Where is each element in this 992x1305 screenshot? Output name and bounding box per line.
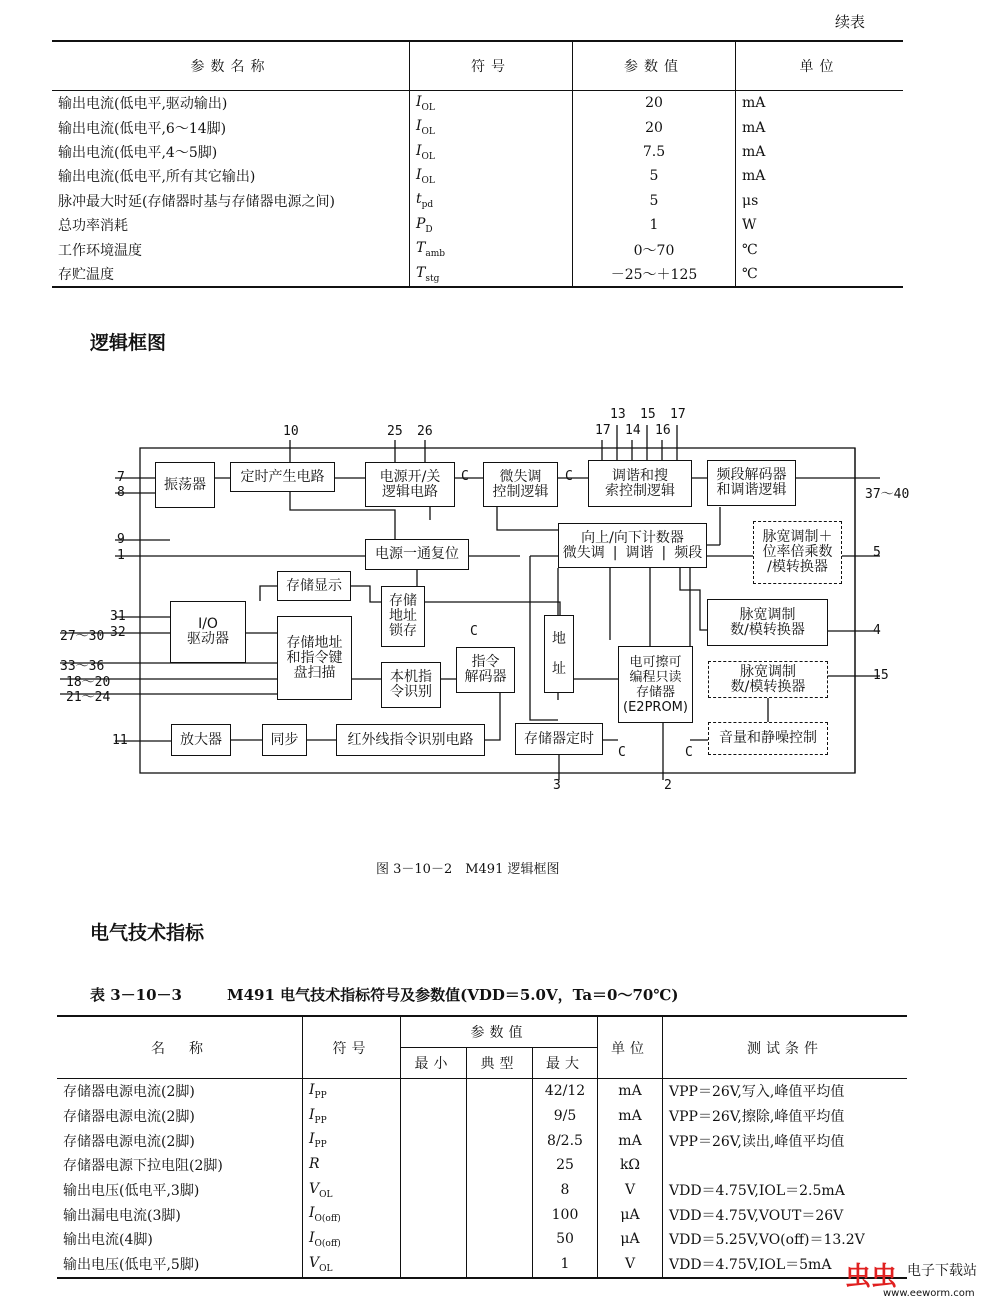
block-tune-search-control: 调谐和搜 索控制逻辑	[588, 460, 692, 507]
spec-symbol	[303, 1252, 401, 1278]
spec-min	[401, 1079, 467, 1104]
spec-unit: μA	[598, 1227, 663, 1252]
param-value: 20	[573, 91, 736, 116]
table-row	[57, 1104, 907, 1129]
spec-typ	[467, 1128, 533, 1153]
spec-name: 存储器电源下拉电阻(2脚)	[63, 1158, 223, 1175]
block-amplifier: 放大器	[171, 724, 231, 756]
symbol-subscript: OL	[421, 151, 435, 162]
param-value: 0～70	[573, 237, 736, 261]
spec-typ	[467, 1252, 533, 1278]
block-pwm-dac-pin15: 脉宽调制 数/模转换器	[708, 661, 828, 698]
spec-min	[401, 1104, 467, 1129]
section-title-electrical: 电气技术指标	[90, 922, 205, 944]
symbol-subscript: OL	[421, 175, 435, 186]
symbol-subscript: PP	[314, 1090, 327, 1101]
symbol-subscript: OL	[319, 1263, 333, 1274]
block-ir-recognition: 红外线指令识别电路	[336, 724, 485, 756]
spec-name: 存储器电源电流(2脚)	[63, 1133, 195, 1150]
spec-max: 8	[533, 1178, 598, 1203]
spec-max: 100	[533, 1202, 598, 1227]
c-label: C	[461, 469, 469, 484]
symbol-subscript: OL	[421, 102, 435, 113]
spec-min	[401, 1128, 467, 1153]
spec-symbol	[303, 1202, 401, 1227]
col-header-unit: 单位	[598, 1016, 663, 1079]
logo-brand: 电子下载站	[907, 1263, 977, 1279]
block-memory-display: 存储显示	[277, 571, 351, 601]
spec-symbol	[303, 1079, 401, 1104]
table-row	[57, 1202, 907, 1227]
param-name: 脉冲最大时延(存储器时基与存储器电源之间)	[58, 193, 335, 210]
spec-unit: mA	[598, 1104, 663, 1129]
table-row	[57, 1128, 907, 1153]
col-header: 单位	[736, 41, 904, 91]
col-header: 参数名称	[52, 41, 410, 91]
spec-typ	[467, 1227, 533, 1252]
block-pwm-multiplier-dac: 脉宽调制＋ 位率倍乘数 /模转换器	[753, 521, 842, 584]
param-name: 输出电流(低电平,所有其它输出)	[58, 169, 256, 186]
block-updown-counter: 向上/向下计数器 微失调 | 调谐 | 频段	[558, 523, 707, 568]
symbol-subscript: OL	[319, 1189, 333, 1200]
counter-title: 向上/向下计数器	[581, 529, 684, 546]
symbol-main: I	[309, 1230, 315, 1247]
spec-unit: kΩ	[598, 1153, 663, 1178]
spec-unit: mA	[598, 1079, 663, 1104]
block-local-command: 本机指 令识别	[381, 662, 441, 708]
pin-label: 3	[553, 778, 561, 793]
col-header-max: 最大	[533, 1048, 598, 1079]
spec-unit: V	[598, 1252, 663, 1278]
symbol-main: I	[416, 93, 422, 110]
spec-typ	[467, 1153, 533, 1178]
spec-condition: VPP＝26V,读出,峰值平均值	[663, 1128, 908, 1153]
pin-label: 14	[625, 423, 641, 438]
param-name: 输出电流(低电平,驱动输出)	[58, 96, 228, 113]
param-unit: mA	[736, 115, 904, 139]
continued-label: 续表	[835, 13, 866, 31]
spec-name: 输出电压(低电平,3脚)	[63, 1183, 200, 1200]
spec-unit: mA	[598, 1128, 663, 1153]
symbol-subscript: OL	[421, 126, 435, 137]
pin-label: 7	[117, 470, 125, 485]
table-row	[57, 1079, 907, 1104]
counter-band: 频段	[674, 544, 703, 561]
spec-condition: VDD＝4.75V,IOL＝5mA	[663, 1252, 908, 1278]
param-value: 5	[573, 164, 736, 188]
spec-max: 42/12	[533, 1079, 598, 1104]
symbol-main: I	[309, 1081, 315, 1098]
pin-label: 9	[117, 532, 125, 547]
pin-label: 1	[117, 548, 125, 563]
figure-caption: 图 3－10－2 M491 逻辑框图	[376, 862, 560, 877]
col-header: 参数值	[573, 41, 736, 91]
spec-name: 存储器电源电流(2脚)	[63, 1109, 195, 1126]
spec-max: 1	[533, 1252, 598, 1278]
symbol-main: T	[416, 264, 426, 281]
symbol-main: V	[309, 1254, 320, 1271]
pin-label: 13	[610, 407, 626, 422]
c-label: C	[685, 745, 693, 760]
spec-max: 9/5	[533, 1104, 598, 1129]
symbol-subscript: stg	[425, 273, 440, 284]
symbol-main: P	[416, 215, 426, 232]
pin-label: 8	[117, 485, 125, 500]
col-header-typ: 典型	[467, 1048, 533, 1079]
spec-min	[401, 1227, 467, 1252]
param-value: －25～＋125	[573, 262, 736, 287]
c-label: C	[618, 745, 626, 760]
symbol-main: I	[309, 1205, 315, 1222]
logo-url: www.eeworm.com	[883, 1288, 975, 1299]
block-fine-tune-control: 微失调 控制逻辑	[483, 462, 558, 507]
symbol-main: I	[416, 166, 422, 183]
spec-name: 输出电压(低电平,5脚)	[63, 1257, 200, 1274]
pin-label: 16	[655, 423, 671, 438]
block-address: 地 址	[544, 615, 574, 693]
symbol-main: t	[416, 191, 422, 208]
symbol-main: T	[416, 240, 426, 257]
spec-unit: μA	[598, 1202, 663, 1227]
symbol-subscript: O(off)	[314, 1238, 341, 1249]
pin-label: 4	[873, 623, 881, 638]
pin-label: 2	[664, 778, 672, 793]
param-name: 输出电流(低电平,6～14脚)	[58, 120, 227, 137]
param-value: 1	[573, 213, 736, 237]
electrical-spec-table	[57, 1015, 907, 1279]
symbol-subscript: pd	[421, 200, 434, 211]
spec-min	[401, 1178, 467, 1203]
spec-condition: VDD＝4.75V,IOL＝2.5mA	[663, 1178, 908, 1203]
spec-symbol	[303, 1178, 401, 1203]
spec-max: 25	[533, 1153, 598, 1178]
spec-unit: V	[598, 1178, 663, 1203]
param-unit: ℃	[736, 237, 904, 261]
pin-label: 25	[387, 424, 403, 439]
pin-label: 32	[110, 625, 126, 640]
pin-label: 11	[112, 733, 128, 748]
symbol-main: I	[309, 1106, 315, 1123]
block-sync: 同步	[262, 724, 307, 756]
spec-condition	[663, 1153, 908, 1178]
table-caption: 表 3－10－3 M491 电气技术指标符号及参数值(VDD＝5.0V，Ta＝0～70℃)	[90, 986, 679, 1004]
spec-min	[401, 1202, 467, 1227]
pin-label: 27～30	[60, 629, 105, 644]
symbol-subscript: O(off)	[314, 1214, 341, 1225]
param-value: 20	[573, 115, 736, 139]
pin-label: 26	[417, 424, 433, 439]
watermark-logo	[845, 1242, 990, 1302]
symbol-subscript: PP	[314, 1140, 327, 1151]
pin-label: 17	[595, 423, 611, 438]
param-unit: mA	[736, 140, 904, 164]
spec-symbol	[303, 1227, 401, 1252]
pin-label: 33～36	[60, 659, 105, 674]
block-command-decoder: 指令 解码器	[456, 647, 515, 693]
spec-name: 存储器电源电流(2脚)	[63, 1084, 195, 1101]
param-unit: mA	[736, 164, 904, 188]
spec-symbol	[303, 1128, 401, 1153]
param-value: 5	[573, 189, 736, 213]
symbol-main: I	[416, 142, 422, 159]
symbol-main: I	[309, 1131, 315, 1148]
pin-label: 17	[670, 407, 686, 422]
c-label: C	[470, 624, 478, 639]
param-unit: μs	[736, 189, 904, 213]
col-header-min: 最小	[401, 1048, 467, 1079]
spec-symbol	[303, 1153, 401, 1178]
pin-label: 15	[640, 407, 656, 422]
param-name: 工作环境温度	[58, 242, 142, 259]
block-address-latch: 存储 地址 锁存	[381, 586, 425, 647]
param-name: 总功率消耗	[58, 218, 128, 235]
counter-fine: 微失调	[562, 544, 605, 561]
spec-name: 输出电流(4脚)	[63, 1232, 153, 1249]
table-row	[57, 1252, 907, 1278]
symbol-main: R	[309, 1156, 320, 1172]
spec-min	[401, 1252, 467, 1278]
logo-mark: 虫虫	[845, 1262, 898, 1292]
col-header-symbol: 符号	[303, 1016, 401, 1079]
pin-label: 15	[873, 668, 889, 683]
table-row	[57, 1178, 907, 1203]
param-unit: W	[736, 213, 904, 237]
spec-min	[401, 1153, 467, 1178]
pin-label: 31	[110, 609, 126, 624]
pin-label: 18～20	[66, 675, 111, 690]
c-label: C	[565, 469, 573, 484]
block-io-driver: I/O 驱动器	[170, 601, 246, 663]
col-header: 符号	[410, 41, 573, 91]
param-name: 存贮温度	[58, 266, 114, 283]
block-eeprom: 电可擦可 编程只读 存储器 (E2PROM)	[618, 646, 693, 723]
spec-typ	[467, 1079, 533, 1104]
symbol-main: V	[309, 1180, 320, 1197]
spec-typ	[467, 1178, 533, 1203]
block-pwm-dac-pin4: 脉宽调制 数/模转换器	[707, 599, 828, 646]
table-row	[57, 1227, 907, 1252]
param-unit: ℃	[736, 262, 904, 287]
block-volume-mute: 音量和静噪控制	[708, 722, 828, 755]
block-power-on-reset: 电源一通复位	[365, 539, 469, 570]
col-header-values: 参数值	[401, 1016, 598, 1048]
spec-condition: VDD＝5.25V,VO(off)＝13.2V	[663, 1227, 908, 1252]
spec-condition: VPP＝26V,写入,峰值平均值	[663, 1079, 908, 1104]
pin-label: 5	[873, 545, 881, 560]
spec-max: 8/2.5	[533, 1128, 598, 1153]
param-name: 输出电流(低电平,4～5脚)	[58, 144, 218, 161]
symbol-subscript: amb	[425, 248, 446, 259]
counter-tune: 调谐	[625, 544, 654, 561]
symbol-subscript: PP	[314, 1115, 327, 1126]
section-title-logic-diagram: 逻辑框图	[90, 332, 167, 354]
block-memory-timing: 存储器定时	[515, 723, 603, 755]
pin-label: 21～24	[66, 690, 111, 705]
block-key-scan: 存储地址 和指令键 盘扫描	[277, 616, 352, 700]
col-header-condition: 测试条件	[663, 1016, 908, 1079]
block-band-decoder: 频段解码器 和调谐逻辑	[707, 460, 796, 506]
spec-name: 输出漏电电流(3脚)	[63, 1207, 181, 1224]
spec-max: 50	[533, 1227, 598, 1252]
pin-label: 37～40	[865, 487, 910, 502]
block-oscillator: 振荡器	[155, 462, 215, 508]
spec-condition: VDD＝4.75V,VOUT＝26V	[663, 1202, 908, 1227]
col-header-name: 名 称	[57, 1016, 303, 1079]
block-timing-generator: 定时产生电路	[230, 462, 335, 492]
param-value: 7.5	[573, 140, 736, 164]
spec-typ	[467, 1104, 533, 1129]
symbol-main: I	[416, 118, 422, 135]
spec-condition: VPP＝26V,擦除,峰值平均值	[663, 1104, 908, 1129]
block-power-logic: 电源开/关 逻辑电路	[365, 462, 455, 507]
spec-typ	[467, 1202, 533, 1227]
table-row	[57, 1153, 907, 1178]
pin-label: 10	[283, 424, 299, 439]
symbol-subscript: D	[425, 224, 433, 235]
spec-symbol	[303, 1104, 401, 1129]
param-unit: mA	[736, 91, 904, 116]
